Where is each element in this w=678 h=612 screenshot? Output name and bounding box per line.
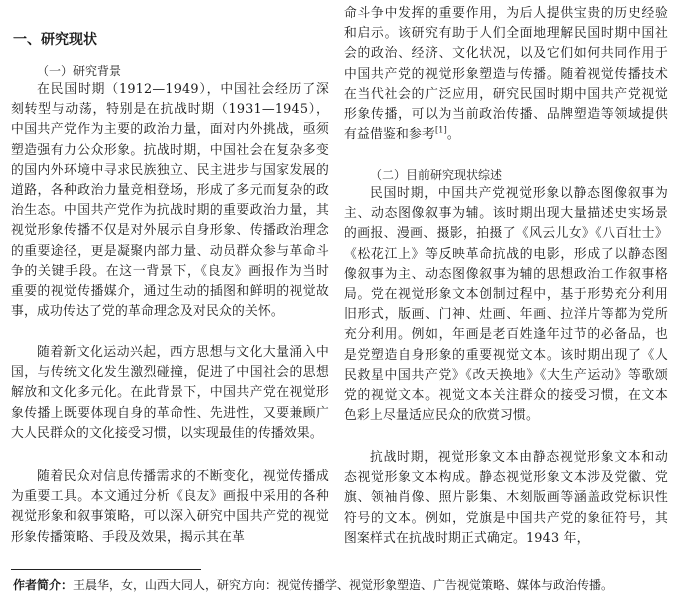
section-title: 一、研究现状: [13, 32, 97, 48]
paragraph-background-3: 随着民众对信息传播需求的不断变化，视觉传播成为重要工具。本文通过分析《良友》画报中采用的各种视觉形象和叙事策略，可以深入研究中国共产党的视觉形象传播策略、手段及效果，揭示其在革: [11, 469, 329, 545]
paragraph-background-3-continued: [344, 4, 668, 145]
paragraph-research-review-1: 民国时期，中国共产党视觉形象以静态图像叙事为主、动态图像叙事为辅。该时期出现大量描述史实场景的画报、漫画、摄影，拍摄了《风云儿女》《八百壮士》《松花江上》等反映革命抗战的电影，形成了以静态图像叙事为主、动态图像叙事为辅的思想政治工作叙事格局。党在视觉形象文本创制过程中，基于形势充分利用旧形式，版画、门神、灶画、年画、拉洋片等都为党所充分利用。例如，年画是老百姓逢年过节的必备品，也是党塑造自身形象的重要视觉文本。该时期出现了《人民救星中国共产党》《改天换地》《大生产运动》等歌颂党的视觉文本。视觉文本关注群众的接受习惯，在文本色彩上尽量适应民众的欣赏习惯。: [344, 186, 668, 424]
subheading-current-research: （二）目前研究现状综述: [370, 168, 503, 182]
paragraph-text: 命斗争中发挥的重要作用，为后人提供宝贵的历史经验和启示。该研究有助于人们全面地理解民国时期中国社会的政治、经济、文化状况，以及它们如何共同作用于中国共产党的视觉形象塑造与传播。随着视觉传播技术在当代社会的广泛应用，研究民国时期中国共产党视觉形象传播，可以为当前政治传播、品牌塑造等领域提供有益借鉴和参考: [344, 6, 668, 143]
paragraph-end-punct: 。: [446, 127, 460, 143]
footnote-divider: [11, 569, 201, 570]
paragraph-background-1: 在民国时期（1912—1949），中国社会经历了深刻转型与动荡，特别是在抗战时期（1931—1945），中国共产党作为主要的政治力量，面对内外挑战，亟须塑造强有力公众形象。抗战时期，中国社会在复杂多变的国内外环境中寻求民族独立、民主进步与国家发展的道路，各种政治力量竞相登场，形成了多元而复杂的政治生态。中国共产党作为抗战时期的重要政治力量，其视觉形象传播不仅是对外展示自身形象、传播政治理念的重要途径，更是凝聚内部力量、动员群众参与革命斗争的关键手段。在这一背景下，《良友》画报作为当时重要的视觉传播媒介，通过生动的插图和鲜明的视觉故事，成功传达了党的革命理念及对民众的关怀。: [11, 82, 329, 320]
footnote-text: 王晨华，女，山西大同人，研究方向：视觉传播学、视觉形象塑造、广告视觉策略、媒体与政治传播。: [73, 578, 614, 592]
paragraph-background-2: 随着新文化运动兴起，西方思想与文化大量涌入中国，与传统文化发生激烈碰撞，促进了中国社会的思想解放和文化多元化。在此背景下，中国共产党在视觉形象传播上既要体现自身的革命性、先进性，又要兼顾广大人民群众的文化接受习惯，以实现最佳的传播效果。: [11, 345, 329, 441]
citation-reference: [1]: [434, 125, 447, 135]
author-footnote: [13, 576, 668, 594]
subheading-research-background: （一）研究背景: [37, 64, 122, 78]
paragraph-research-review-2: 抗战时期，视觉形象文本由静态视觉形象文本和动态视觉形象文本构成。静态视觉形象文本涉及党徽、党旗、领袖肖像、照片影集、木刻版画等涵盖政党标识性符号的文本。例如，党旗是中国共产党的象征符号，其图案样式在抗战时期正式确定。1943 年，: [344, 450, 668, 546]
footnote-label: 作者简介：: [13, 578, 74, 592]
